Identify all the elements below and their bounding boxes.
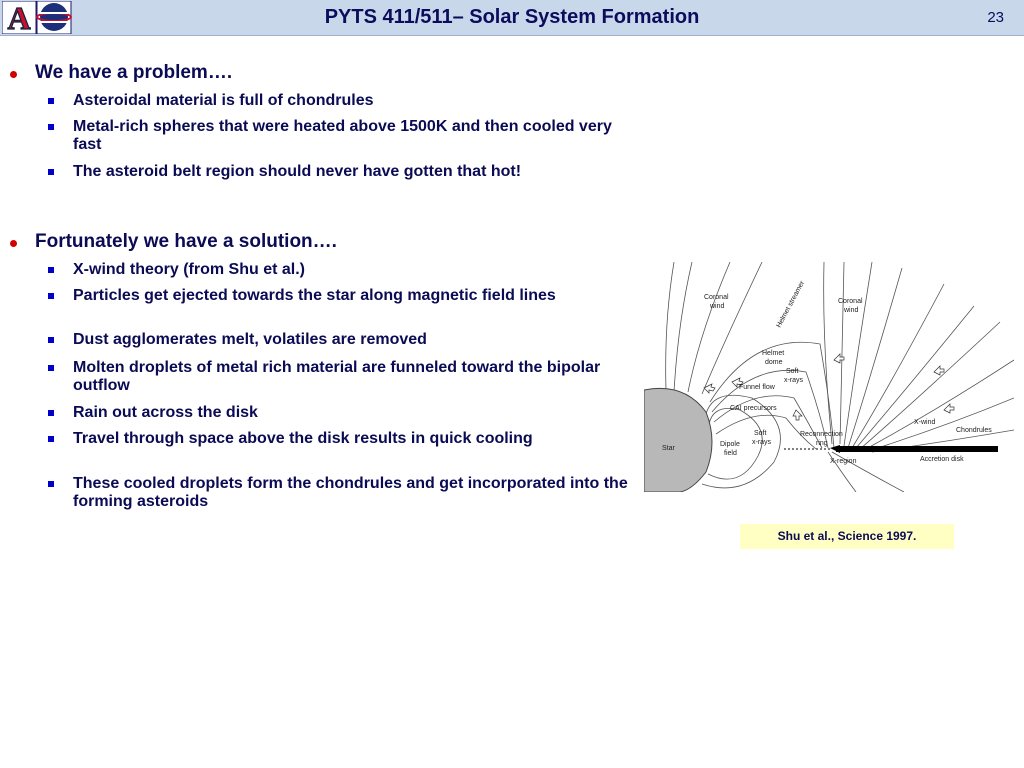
list-item: These cooled droplets form the chondrules and get incorporated into the forming asteroids [48,475,638,511]
label-dipole-field-2: field [724,450,737,457]
label-coronal-wind-left-2: wind [710,303,725,310]
square-bullet-icon [48,410,54,416]
label-coronal-wind-right-1: Coronal [838,298,863,305]
list-item: Dust agglomerates melt, volatiles are removed [48,331,638,349]
label-dipole-field-1: Dipole [720,441,740,448]
label-accretion-disk: Accretion disk [920,456,964,463]
slide-title: PYTS 411/511– Solar System Formation [324,6,700,28]
square-bullet-icon [48,124,54,130]
square-bullet-icon [48,481,54,487]
square-bullet-icon [48,436,54,442]
list-item: Molten droplets of metal rich material are funneled toward the bipolar outflow [48,359,638,395]
list-item: X-wind theory (from Shu et al.) [48,261,638,279]
label-funnel-flow: Funnel flow [739,384,775,391]
square-bullet-icon [48,98,54,104]
list-item: Particles get ejected towards the star along magnetic field lines [48,287,638,305]
label-chondrules: Chondrules [956,427,992,434]
label-soft-xrays-mid-2: x-rays [752,439,772,446]
list-item: Travel through space above the disk results in quick cooling [48,430,638,448]
x-wind-diagram [644,262,1014,492]
label-helmet-dome-1: Helmet [762,350,785,357]
label-reconnection-ring-2: ring [816,440,828,447]
bullet-dot-icon [10,240,17,247]
figure-caption: Shu et al., Science 1997. [740,524,954,549]
label-cai-precursors: CAI precursors [730,405,777,412]
label-soft-xrays-mid-1: Soft [754,430,767,437]
logo-letter: A [7,1,31,34]
square-bullet-icon [48,267,54,273]
list-item: Metal-rich spheres that were heated above 1500K and then cooled very fast [48,118,638,154]
label-soft-xrays-top-1: Soft [786,368,799,375]
slide-header [0,0,1024,36]
label-helmet-streamer: Helmet streamer [775,279,807,329]
list-item: Asteroidal material is full of chondrules [48,92,638,110]
square-bullet-icon [48,337,54,343]
label-soft-xrays-top-2: x-rays [784,377,804,384]
label-coronal-wind-left-1: Coronal [704,294,729,301]
label-x-wind: X-wind [914,419,936,426]
square-bullet-icon [48,169,54,175]
label-coronal-wind-right-2: wind [844,307,859,314]
square-bullet-icon [48,365,54,371]
page-number: 23 [987,9,1004,26]
label-helmet-dome-2: dome [765,359,783,366]
list-item: Rain out across the disk [48,404,638,422]
list-item: The asteroid belt region should never have gotten that hot! [48,163,638,181]
label-reconnection-ring-1: Reconnection [800,431,843,438]
square-bullet-icon [48,293,54,299]
bullet-dot-icon [10,71,17,78]
label-x-region: X-region [830,458,857,465]
label-star: Star [662,445,675,452]
